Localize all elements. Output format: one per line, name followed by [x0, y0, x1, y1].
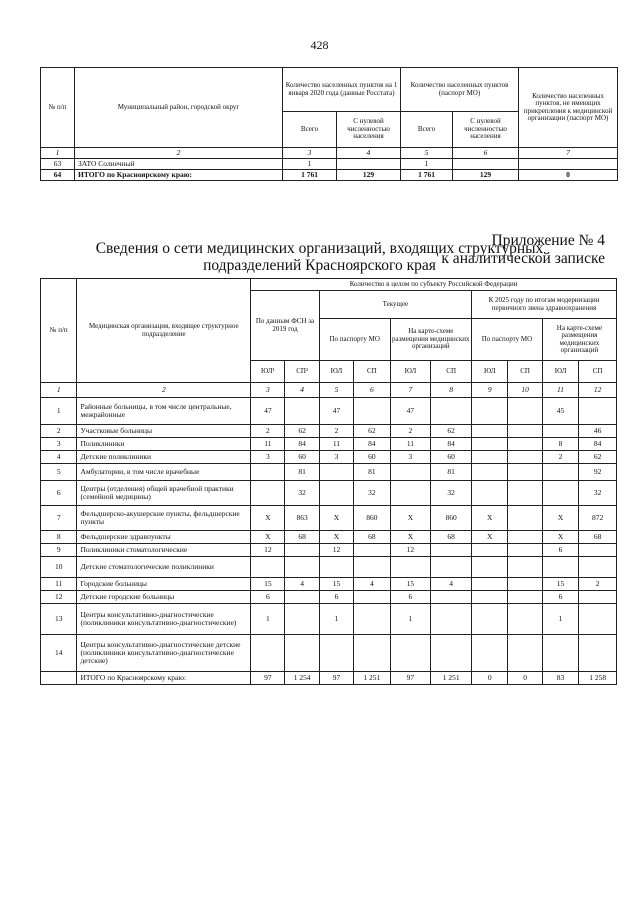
table-cell	[285, 544, 319, 557]
table-row	[41, 672, 617, 685]
table-cell	[472, 635, 508, 672]
table-cell	[508, 557, 542, 578]
table-cell: 15	[319, 578, 353, 591]
t2-col-number: 5	[319, 383, 353, 398]
table-cell: 0	[508, 672, 542, 685]
table-cell: 2	[319, 425, 353, 438]
table-cell: 45	[542, 398, 578, 425]
table-cell	[354, 604, 390, 635]
table-row	[41, 398, 617, 425]
table-cell	[319, 464, 353, 481]
table-cell	[251, 557, 285, 578]
table-row	[41, 578, 617, 591]
t1-header-district: Муниципальный район, городской округ	[75, 68, 283, 148]
table-cell	[579, 591, 617, 604]
table-cell: 15	[390, 578, 431, 591]
table-cell: 32	[431, 481, 472, 506]
t2-col-number: 4	[285, 383, 319, 398]
table-row	[41, 425, 617, 438]
t2-col-number: 3	[251, 383, 285, 398]
table-cell: 84	[579, 438, 617, 451]
table-row	[41, 635, 617, 672]
t2-header-by2025: К 2025 году по итогам модернизации первичного звена здравоохранения	[472, 291, 617, 319]
table-cell: 2	[41, 425, 77, 438]
table-row	[41, 531, 617, 544]
t1-col-number: 3	[283, 148, 337, 159]
table-cell	[472, 557, 508, 578]
table-cell	[579, 604, 617, 635]
table-cell: Городские больницы	[77, 578, 251, 591]
table-row	[41, 170, 618, 181]
t2-col-number: 1	[41, 383, 77, 398]
t2-header-passport: По паспорту МО	[472, 319, 543, 361]
table-cell: 32	[354, 481, 390, 506]
table-cell: Фельдшерско-акушерские пункты, фельдшерские пункты	[77, 506, 251, 531]
table-cell	[251, 464, 285, 481]
t2-col-number: 12	[579, 383, 617, 398]
medical-organizations-table	[40, 278, 617, 685]
table-cell: 2	[251, 425, 285, 438]
table-cell: 14	[41, 635, 77, 672]
t2-header-yul1: ЮЛ¹	[251, 361, 285, 383]
table-cell: 81	[354, 464, 390, 481]
table-cell: Х	[251, 506, 285, 531]
table-cell	[431, 604, 472, 635]
table-cell: 97	[390, 672, 431, 685]
t1-header-total: Всего	[283, 112, 337, 148]
table-cell: 3	[251, 451, 285, 464]
t2-header-map-scheme: На карте-схеме размещения медицинских организаций	[542, 319, 616, 361]
settlements-table	[40, 67, 618, 181]
table-cell: 12	[251, 544, 285, 557]
t2-header-yul: ЮЛ	[390, 361, 431, 383]
table-cell	[579, 635, 617, 672]
t2-header-yul: ЮЛ	[542, 361, 578, 383]
table-title-line1: Сведения о сети медицинских организаций, входящих структурных	[95, 240, 544, 257]
table-cell: 9	[41, 544, 77, 557]
table-cell: 860	[431, 506, 472, 531]
t1-col-number: 5	[401, 148, 453, 159]
page-number: 428	[310, 38, 329, 52]
table-cell	[472, 464, 508, 481]
table-cell: Поликлиники	[77, 438, 251, 451]
t2-header-sp: СП	[354, 361, 390, 383]
table-cell: 47	[251, 398, 285, 425]
table-cell: 7	[41, 506, 77, 531]
table-cell: 1	[251, 604, 285, 635]
table-row	[41, 506, 617, 531]
table-cell: 84	[354, 438, 390, 451]
table-cell: Центры консультативно-диагностические (поликлиники консультативно-диагностические)	[77, 604, 251, 635]
table-cell: 60	[285, 451, 319, 464]
table-cell: 32	[285, 481, 319, 506]
t2-header-passport: По паспорту МО	[319, 319, 390, 361]
t2-col-number: 7	[390, 383, 431, 398]
table-cell: Х	[390, 506, 431, 531]
table-cell	[508, 481, 542, 506]
table-cell: 6	[251, 591, 285, 604]
table-cell: 92	[579, 464, 617, 481]
table-cell	[579, 544, 617, 557]
table-cell: 10	[41, 557, 77, 578]
t1-col-number: 6	[453, 148, 519, 159]
table-cell: 62	[579, 451, 617, 464]
table-cell: ИТОГО по Красноярскому краю:	[75, 170, 283, 181]
table-cell: 47	[390, 398, 431, 425]
table-cell: 2	[542, 451, 578, 464]
t2-header-current: Текущее	[319, 291, 471, 319]
table-cell: 6	[542, 591, 578, 604]
table-cell	[508, 635, 542, 672]
t2-col-number: 10	[508, 383, 542, 398]
t2-header-num: № п/п	[41, 279, 77, 383]
table-cell: 32	[579, 481, 617, 506]
table-cell: 15	[542, 578, 578, 591]
table-cell: 4	[285, 578, 319, 591]
table-cell: 129	[453, 170, 519, 181]
table-cell: 5	[41, 464, 77, 481]
table-cell: Участковые больницы	[77, 425, 251, 438]
t2-header-region-total: Количество в целом по субъекту Российской Федерации	[251, 279, 617, 291]
table-cell: 6	[390, 591, 431, 604]
table-cell	[472, 438, 508, 451]
table-cell: Х	[472, 506, 508, 531]
table-cell: 83	[542, 672, 578, 685]
table-cell: 3	[41, 438, 77, 451]
table-cell	[472, 481, 508, 506]
table-cell: 8	[41, 531, 77, 544]
table-cell: 11	[251, 438, 285, 451]
table-cell: 1	[283, 159, 337, 170]
t2-col-number: 8	[431, 383, 472, 398]
table-cell: 1 254	[285, 672, 319, 685]
table-cell	[508, 425, 542, 438]
table-cell: 12	[390, 544, 431, 557]
t1-header-zero-pop: С нулевой численностью населения	[453, 112, 519, 148]
table-cell: Детские городские больницы	[77, 591, 251, 604]
table-cell: ИТОГО по Красноярскому краю:	[77, 672, 251, 685]
table-cell	[508, 604, 542, 635]
table-cell: 63	[41, 159, 75, 170]
table-cell: 3	[319, 451, 353, 464]
table-cell	[542, 425, 578, 438]
table-cell: 12	[41, 591, 77, 604]
table-cell: 62	[431, 425, 472, 438]
table-cell: 860	[354, 506, 390, 531]
table-cell: Районные больницы, в том числе центральные, межрайонные	[77, 398, 251, 425]
table-cell: 68	[579, 531, 617, 544]
table-cell: Х	[542, 506, 578, 531]
t2-header-sp: СП	[431, 361, 472, 383]
table-cell: Детские стоматологические поликлиники	[77, 557, 251, 578]
table-cell: 1 258	[579, 672, 617, 685]
t2-header-map-scheme: На карте-схеме размещения медицинских организаций	[390, 319, 471, 361]
table-cell: 13	[41, 604, 77, 635]
table-cell	[579, 557, 617, 578]
table-cell	[285, 604, 319, 635]
t1-col-number: 7	[519, 148, 618, 159]
table-cell: 62	[285, 425, 319, 438]
table-cell	[251, 635, 285, 672]
table-cell	[285, 591, 319, 604]
table-cell: 1	[41, 398, 77, 425]
table-cell	[508, 506, 542, 531]
table-cell	[431, 544, 472, 557]
table-cell	[390, 464, 431, 481]
table-cell	[285, 398, 319, 425]
table-cell	[354, 635, 390, 672]
table-cell: 62	[354, 425, 390, 438]
table-row	[41, 438, 617, 451]
table-cell: 4	[354, 578, 390, 591]
table-cell	[337, 159, 401, 170]
table-cell: 60	[354, 451, 390, 464]
t1-header-rosstat: Количество населенных пунктов на 1 января 2020 года (данные Росстата)	[283, 68, 401, 112]
table-cell	[285, 557, 319, 578]
table-cell: Центры (отделения) общей врачебной практики (семейной медицины)	[77, 481, 251, 506]
table-cell	[579, 398, 617, 425]
table-cell: 1	[390, 604, 431, 635]
table-cell	[508, 591, 542, 604]
t2-col-number: 9	[472, 383, 508, 398]
appendix-label: Приложение № 4	[491, 232, 605, 249]
table-cell: Х	[319, 531, 353, 544]
table-cell: 4	[41, 451, 77, 464]
table-cell: ЗАТО Солнечный	[75, 159, 283, 170]
table-cell: 84	[285, 438, 319, 451]
table-cell: 84	[431, 438, 472, 451]
table-cell: 11	[390, 438, 431, 451]
table-cell	[472, 578, 508, 591]
table-cell	[319, 557, 353, 578]
table-cell	[354, 591, 390, 604]
table-cell: Х	[319, 506, 353, 531]
table-cell	[354, 544, 390, 557]
t2-header-yul: ЮЛ	[472, 361, 508, 383]
t2-header-sp: СП	[579, 361, 617, 383]
table-cell	[542, 635, 578, 672]
table-cell: 1	[542, 604, 578, 635]
table-cell	[472, 604, 508, 635]
table-cell	[390, 481, 431, 506]
table-row	[41, 481, 617, 506]
table-cell: 68	[285, 531, 319, 544]
table-cell: Амбулатории, в том числе врачебные	[77, 464, 251, 481]
t2-col-number: 11	[542, 383, 578, 398]
table-row	[41, 464, 617, 481]
t2-col-number: 2	[77, 383, 251, 398]
table-cell	[319, 481, 353, 506]
table-cell	[319, 635, 353, 672]
table-cell: 1 761	[401, 170, 453, 181]
table-cell: 15	[251, 578, 285, 591]
table-cell: 97	[251, 672, 285, 685]
table-cell: 6	[41, 481, 77, 506]
table-cell: 863	[285, 506, 319, 531]
table-cell: 1 251	[354, 672, 390, 685]
table-cell: Х	[390, 531, 431, 544]
table-cell	[431, 398, 472, 425]
t2-header-org: Медицинская организация, входящее структурное подразделение	[77, 279, 251, 383]
table-cell	[390, 557, 431, 578]
table-cell: 4	[431, 578, 472, 591]
table-cell	[472, 398, 508, 425]
table-row	[41, 604, 617, 635]
table-cell: Х	[251, 531, 285, 544]
table-title-line2: подразделений Красноярского края	[203, 257, 436, 274]
table-cell: 6	[542, 544, 578, 557]
table-cell	[390, 635, 431, 672]
table-cell: 81	[285, 464, 319, 481]
table-cell: 97	[319, 672, 353, 685]
table-cell: 2	[390, 425, 431, 438]
table-cell	[508, 464, 542, 481]
table-row	[41, 557, 617, 578]
table-cell: 1	[319, 604, 353, 635]
table-cell	[472, 425, 508, 438]
table-cell: 64	[41, 170, 75, 181]
appendix-note: к аналитической записке	[441, 250, 605, 267]
t2-header-fsn: По данным ФСН за 2019 год	[251, 291, 320, 361]
table-cell: Х	[542, 531, 578, 544]
table-row	[41, 591, 617, 604]
t2-header-yul: ЮЛ	[319, 361, 353, 383]
table-cell	[508, 451, 542, 464]
table-cell	[431, 635, 472, 672]
t2-header-sp2: СП²	[285, 361, 319, 383]
table-cell: 2	[579, 578, 617, 591]
table-cell	[472, 544, 508, 557]
table-cell: Фельдшерские здравпункты	[77, 531, 251, 544]
table-cell: Детские поликлиники	[77, 451, 251, 464]
table-cell: 0	[472, 672, 508, 685]
table-cell	[354, 398, 390, 425]
table-cell	[472, 451, 508, 464]
t1-header-total: Всего	[401, 112, 453, 148]
table-cell	[453, 159, 519, 170]
table-cell	[542, 557, 578, 578]
table-cell	[519, 159, 618, 170]
table-cell: 81	[431, 464, 472, 481]
table-cell	[251, 481, 285, 506]
t1-col-number: 1	[41, 148, 75, 159]
table-cell	[431, 557, 472, 578]
table-row	[41, 159, 618, 170]
t1-header-num: № п/п	[41, 68, 75, 148]
table-cell: Поликлиники стоматологические	[77, 544, 251, 557]
t2-header-sp: СП	[508, 361, 542, 383]
table-cell: 872	[579, 506, 617, 531]
t1-header-passport: Количество населенных пунктов (паспорт МО)	[401, 68, 519, 112]
table-row	[41, 451, 617, 464]
table-cell	[508, 544, 542, 557]
table-cell: 47	[319, 398, 353, 425]
table-cell	[508, 578, 542, 591]
table-cell	[508, 438, 542, 451]
t1-col-number: 2	[75, 148, 283, 159]
t1-header-zero-pop: С нулевой численностью населения	[337, 112, 401, 148]
table-cell: 12	[319, 544, 353, 557]
table-cell: 11	[41, 578, 77, 591]
table-cell: 129	[337, 170, 401, 181]
table-cell	[472, 591, 508, 604]
table-cell: 3	[390, 451, 431, 464]
table-cell	[542, 464, 578, 481]
table-cell: 0	[519, 170, 618, 181]
table-cell	[431, 591, 472, 604]
table-cell	[354, 557, 390, 578]
table-cell	[285, 635, 319, 672]
table-cell: 46	[579, 425, 617, 438]
table-cell: 11	[319, 438, 353, 451]
table-cell	[542, 481, 578, 506]
table-cell: 68	[431, 531, 472, 544]
table-cell: 1	[401, 159, 453, 170]
table-cell: 1 761	[283, 170, 337, 181]
table-cell	[508, 398, 542, 425]
t2-col-number: 6	[354, 383, 390, 398]
table-row	[41, 544, 617, 557]
table-cell: 8	[542, 438, 578, 451]
table-cell: Центры консультативно-диагностические детские (поликлиники консультативно-диагностические детские)	[77, 635, 251, 672]
table-cell	[508, 531, 542, 544]
table-cell: 60	[431, 451, 472, 464]
table-cell	[41, 672, 77, 685]
table-cell: Х	[472, 531, 508, 544]
t1-col-number: 4	[337, 148, 401, 159]
table-cell: 6	[319, 591, 353, 604]
table-cell: 1 251	[431, 672, 472, 685]
t1-header-no-attachment: Количество населенных пунктов, не имеющих прикрепления к медицинской организации (паспорт МО)	[519, 68, 618, 148]
table-cell: 68	[354, 531, 390, 544]
